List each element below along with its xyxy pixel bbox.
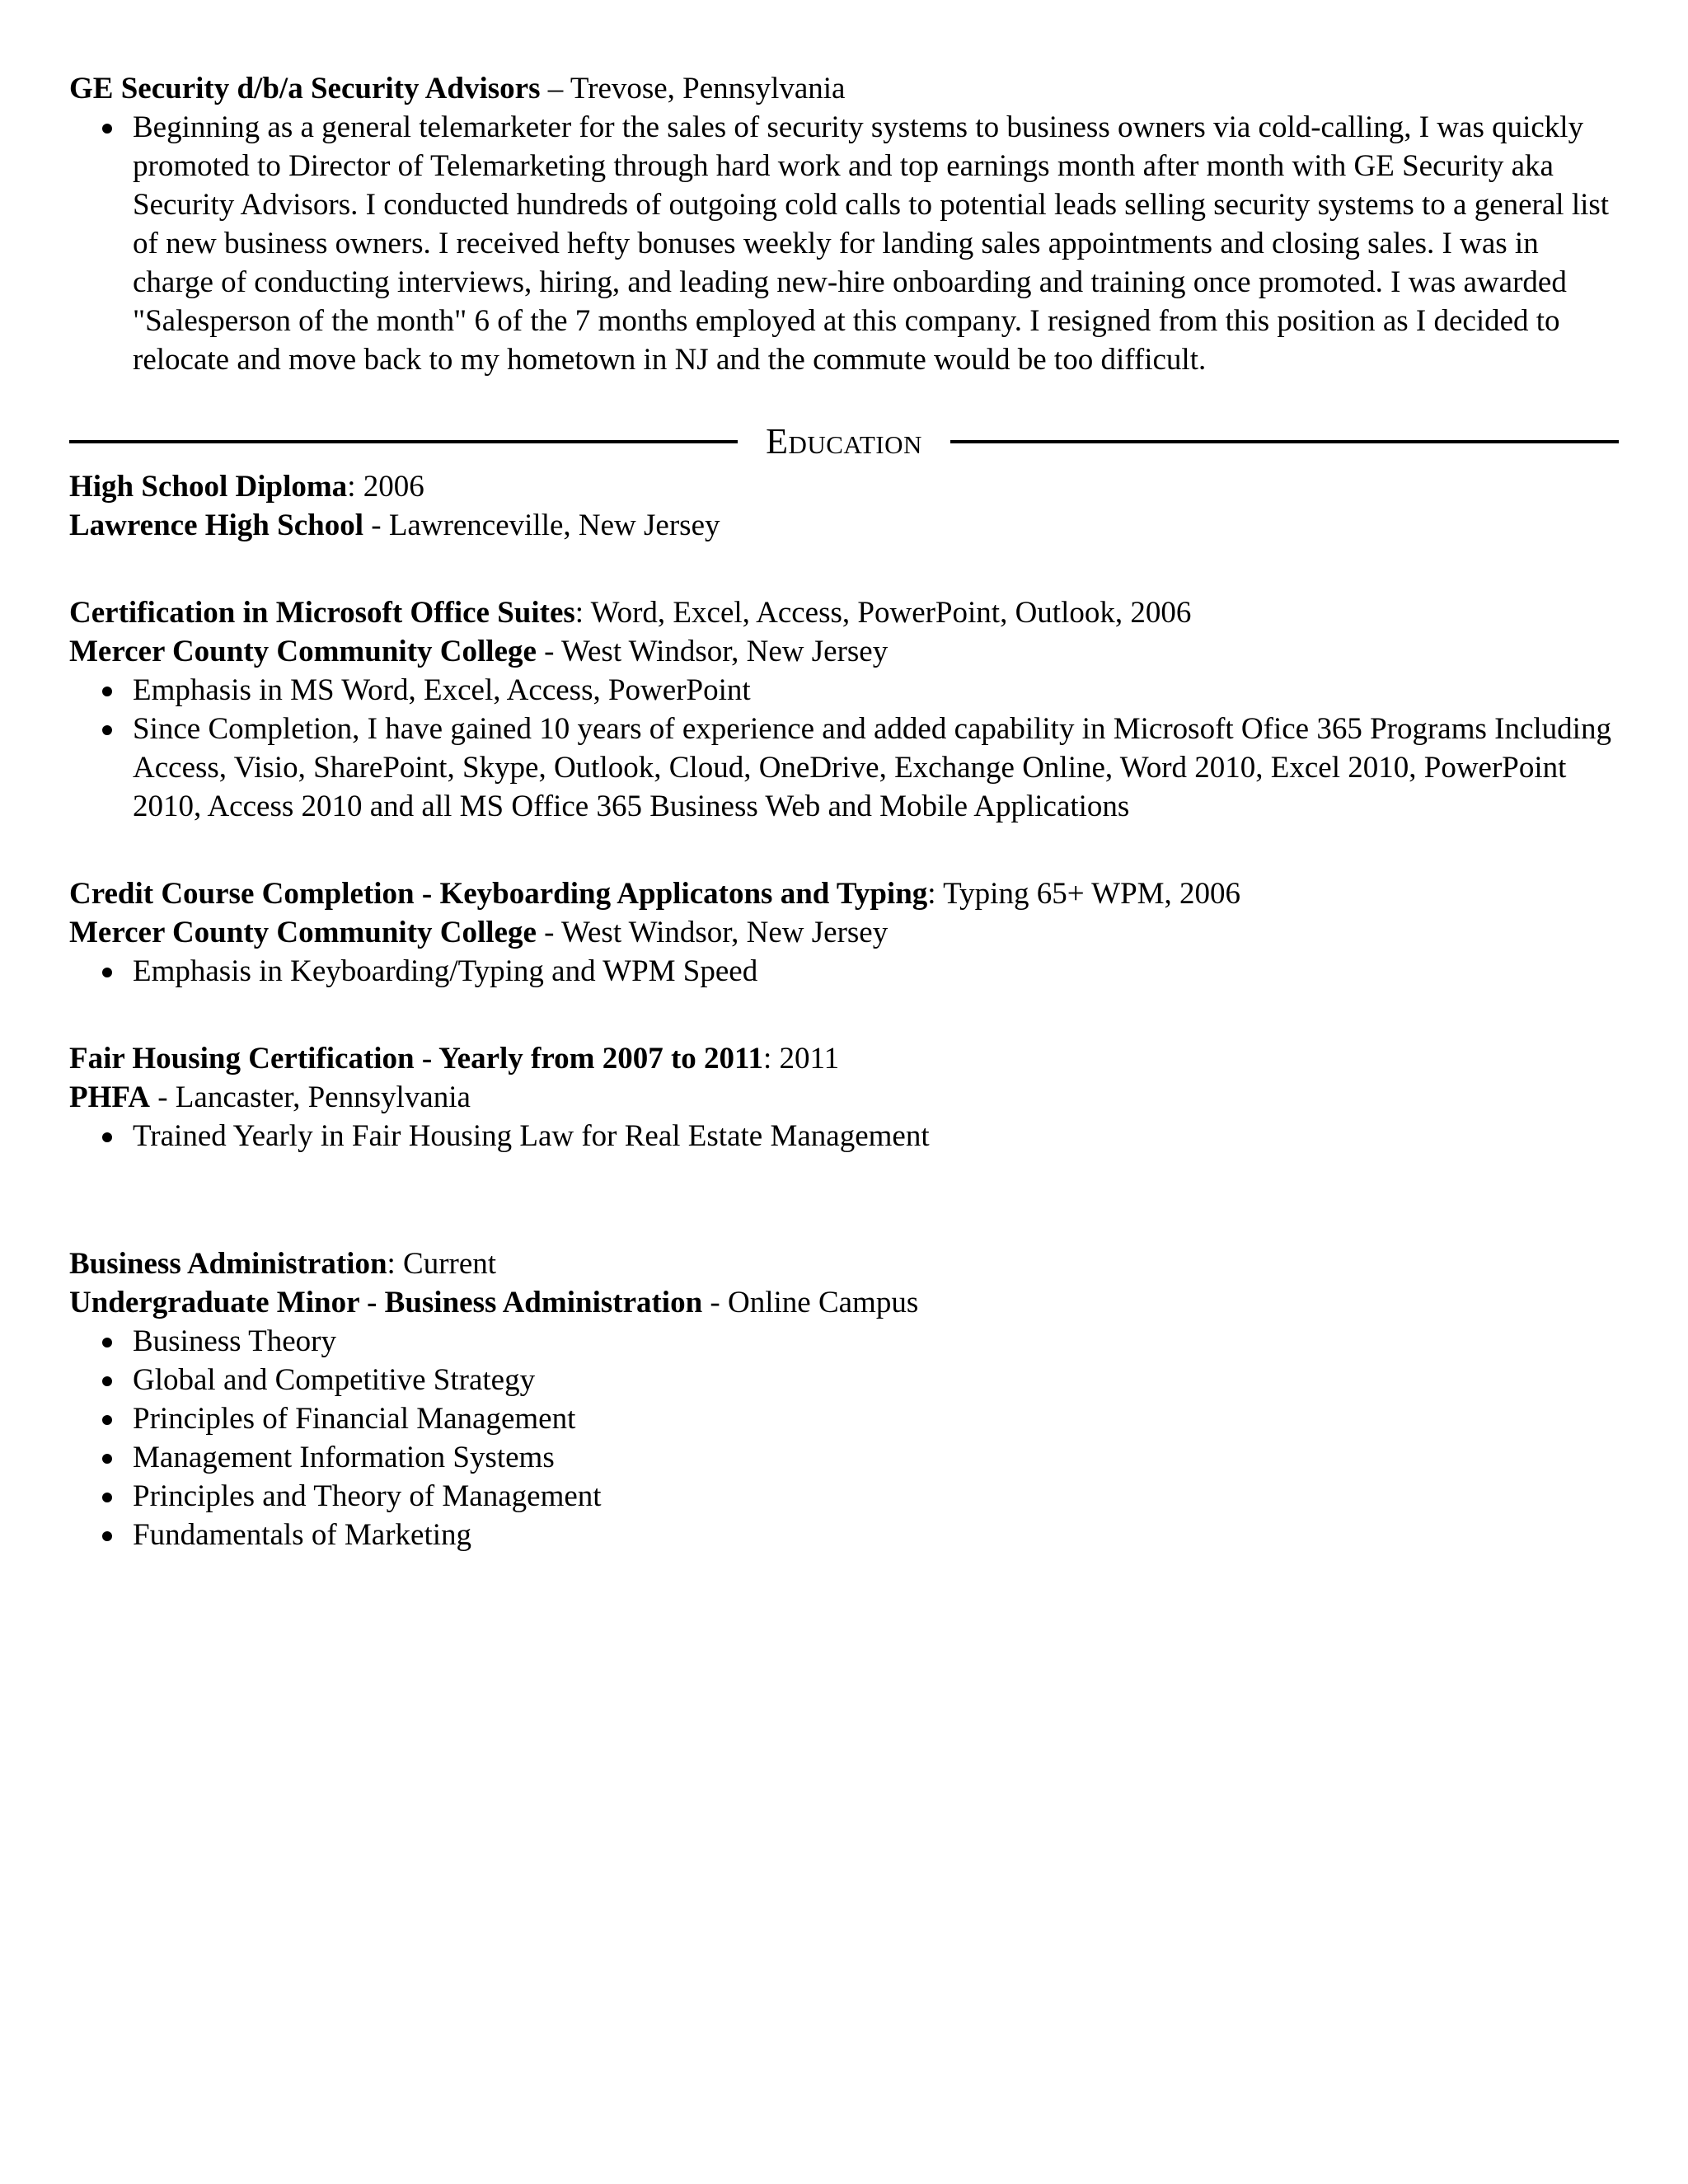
job-header: [69, 69, 1619, 108]
bullet-item: Emphasis in MS Word, Excel, Access, PowerPoint: [69, 671, 1619, 710]
credential-name: Fair Housing Certification - Yearly from 2007 to 2011: [69, 1042, 763, 1076]
credential-name: Business Administration: [69, 1247, 387, 1281]
credential-detail: : 2006: [347, 470, 424, 504]
job-bullets: [69, 108, 1619, 379]
education-entry: [69, 467, 1619, 545]
heading-rule-left: [69, 440, 738, 443]
school-line: [69, 632, 1619, 671]
credential-line: [69, 593, 1619, 632]
credential-line: [69, 467, 1619, 506]
education-entry: [69, 593, 1619, 826]
credential-detail: : 2011: [763, 1042, 840, 1076]
credential-name: High School Diploma: [69, 470, 348, 504]
resume-page: [69, 69, 1619, 1554]
credential-detail: : Word, Excel, Access, PowerPoint, Outlook, 2006: [574, 596, 1192, 630]
school-location: - Lawrenceville, New Jersey: [363, 509, 720, 542]
school-line: [69, 1283, 1619, 1322]
credential-line: [69, 1244, 1619, 1283]
bullet-item: Global and Competitive Strategy: [69, 1361, 1619, 1399]
school-line: [69, 506, 1619, 545]
school-line: [69, 913, 1619, 952]
employer-name: GE Security d/b/a Security Advisors: [69, 72, 541, 105]
credential-detail: : Typing 65+ WPM, 2006: [927, 877, 1241, 911]
bullet-item: Management Information Systems: [69, 1438, 1619, 1477]
school-name: Undergraduate Minor - Business Administration: [69, 1286, 703, 1319]
bullet-item: Since Completion, I have gained 10 years of experience and added capability in Microsoft Ofice 365 Programs Including Access, Visio, SharePoint, Skype, Outlook, Cloud, OneDrive, Exchange Online, Word 2010, Excel 2010, PowerPoint 2010, Access 2010 and all MS Office 365 Business Web and Mobile Applications: [69, 710, 1619, 826]
school-name: Lawrence High School: [69, 509, 363, 542]
school-location: - Lancaster, Pennsylvania: [149, 1080, 471, 1114]
bullet-item: Business Theory: [69, 1322, 1619, 1361]
credential-line: [69, 1039, 1619, 1078]
bullet-item: Principles and Theory of Management: [69, 1477, 1619, 1516]
education-entry: [69, 874, 1619, 991]
job-entry: [69, 69, 1619, 379]
school-location: - West Windsor, New Jersey: [536, 916, 889, 949]
entry-bullets: [69, 671, 1619, 826]
education-section-heading: [69, 416, 1619, 467]
school-name: Mercer County Community College: [69, 916, 537, 949]
credential-detail: : Current: [387, 1247, 497, 1281]
education-heading: Education: [766, 421, 922, 462]
school-location: - Online Campus: [702, 1286, 919, 1319]
school-location: - West Windsor, New Jersey: [536, 635, 889, 668]
school-line: [69, 1078, 1619, 1117]
entry-bullets: [69, 1322, 1619, 1554]
job-description: Beginning as a general telemarketer for the sales of security systems to business owners via cold-calling, I was quickly promoted to Director of Telemarketing through hard work and top earnings month after month with GE Security aka Security Advisors. I conducted hundreds of outgoing cold calls to potential leads selling security systems to a general list of new business owners. I received hefty bonuses weekly for landing sales appointments and closing sales. I was in charge of conducting interviews, hiring, and leading new-hire onboarding and training once promoted. I was awarded "Salesperson of the month" 6 of the 7 months employed at this company. I resigned from this position as I decided to relocate and move back to my hometown in NJ and the commute would be too difficult.: [69, 108, 1619, 379]
school-name: PHFA: [69, 1080, 150, 1114]
bullet-item: Fundamentals of Marketing: [69, 1516, 1619, 1554]
school-name: Mercer County Community College: [69, 635, 537, 668]
job-location: – Trevose, Pennsylvania: [540, 72, 846, 105]
heading-rule-right: [950, 440, 1619, 443]
bullet-item: Emphasis in Keyboarding/Typing and WPM Speed: [69, 952, 1619, 991]
entry-bullets: [69, 952, 1619, 991]
credential-name: Certification in Microsoft Office Suites: [69, 596, 575, 630]
education-entry: [69, 1039, 1619, 1155]
bullet-item: Principles of Financial Management: [69, 1399, 1619, 1438]
education-entry: [69, 1244, 1619, 1554]
credential-line: [69, 874, 1619, 913]
credential-name: Credit Course Completion - Keyboarding Applicatons and Typing: [69, 877, 928, 911]
bullet-item: Trained Yearly in Fair Housing Law for Real Estate Management: [69, 1117, 1619, 1155]
entry-bullets: [69, 1117, 1619, 1155]
